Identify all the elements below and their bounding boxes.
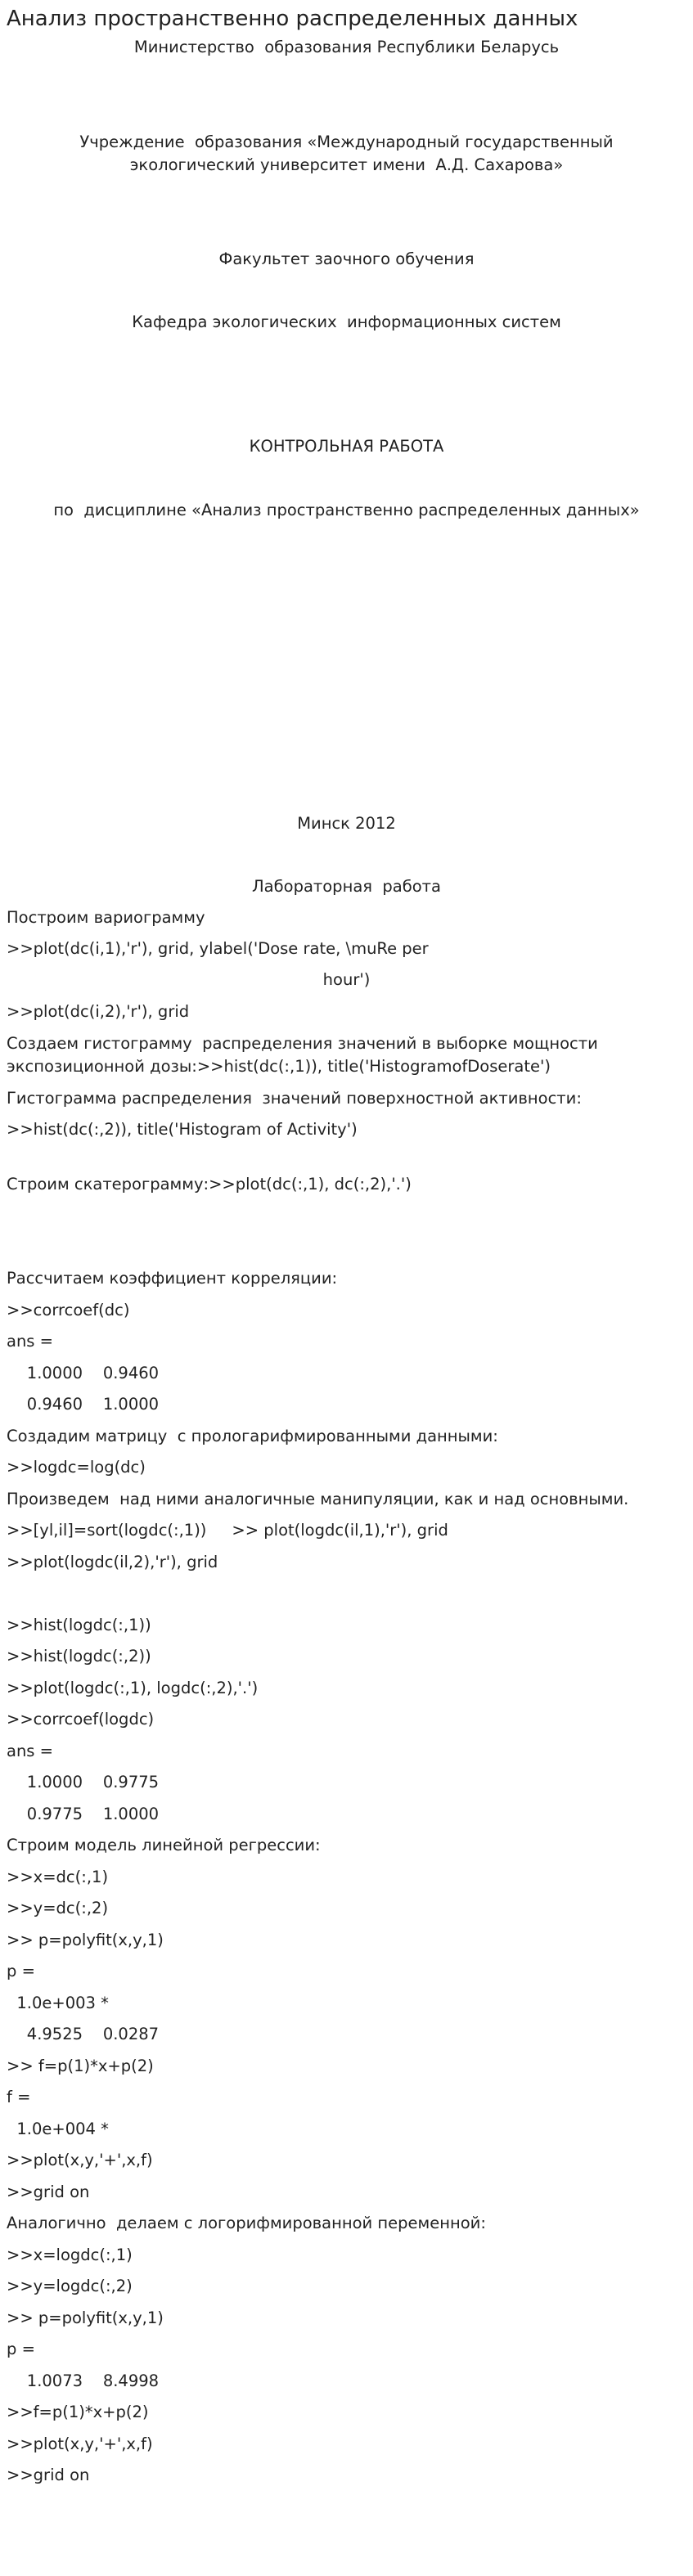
document-line: 1.0073 8.4998 bbox=[7, 2371, 160, 2390]
document-line: >>plot(x,y,'+',x,f) bbox=[7, 2151, 153, 2169]
document-line: p = bbox=[7, 1962, 35, 1980]
document-line: 1.0e+004 * bbox=[7, 2120, 109, 2138]
document-line: >>plot(x,y,'+',x,f) bbox=[7, 2434, 153, 2453]
document-line: КОНТРОЛЬНАЯ РАБОТА bbox=[249, 437, 444, 456]
document-line: 4.9525 0.0287 bbox=[7, 2025, 160, 2043]
document-line: >>y=logdc(:,2) bbox=[7, 2277, 133, 2295]
document-line: Аналогично делаем с логорифмированной переменной: bbox=[7, 2214, 486, 2232]
document-line: >> f=p(1)*x+p(2) bbox=[7, 2057, 154, 2075]
document-line: Рассчитаем коэффициент корреляции: bbox=[7, 1269, 338, 1288]
document-line: Создаем гистограмму распределения значений в выборке мощности bbox=[7, 1034, 598, 1053]
document-line: по дисциплине «Анализ пространственно распределенных данных» bbox=[53, 501, 640, 519]
document-line: >>x=logdc(:,1) bbox=[7, 2246, 133, 2264]
document-line: экологический университет имени А.Д. Сахарова» bbox=[129, 155, 564, 174]
document-line: ans = bbox=[7, 1742, 54, 1760]
document-line: Факультет заочного обучения bbox=[218, 250, 475, 268]
document-line: >>corrcoef(dc) bbox=[7, 1301, 130, 1319]
document-line: >>[yl,il]=sort(logdc(:,1)) >> plot(logdc(il,1),'r'), grid bbox=[7, 1521, 448, 1540]
document-line: >>hist(dc(:,2)), title('Histogram of Activity') bbox=[7, 1120, 358, 1139]
document-line: p = bbox=[7, 2340, 35, 2358]
document-line: >> p=polyfit(x,y,1) bbox=[7, 1931, 164, 1949]
document-line: 1.0e+003 * bbox=[7, 1994, 109, 2012]
document-line: Кафедра экологических информационных систем bbox=[132, 312, 561, 331]
document-line: >>f=p(1)*x+p(2) bbox=[7, 2403, 149, 2421]
document-line: >>logdc=log(dc) bbox=[7, 1458, 146, 1477]
document-line: >>hist(logdc(:,1)) bbox=[7, 1616, 151, 1634]
document-line: Лабораторная работа bbox=[252, 877, 441, 896]
document-line: Гистограмма распределения значений поверхностной активности: bbox=[7, 1089, 582, 1108]
document-line: Создадим матрицу с прологарифмированными данными: bbox=[7, 1427, 498, 1445]
document-line: 1.0000 0.9775 bbox=[7, 1773, 160, 1792]
document-line: 1.0000 0.9460 bbox=[7, 1364, 160, 1382]
document-line: Строим модель линейной регрессии: bbox=[7, 1836, 321, 1854]
document-line: Учреждение образования «Международный государственный bbox=[79, 133, 614, 151]
document-line: >>hist(logdc(:,2)) bbox=[7, 1647, 151, 1666]
document-line: >> p=polyfit(x,y,1) bbox=[7, 2309, 164, 2327]
document-line: Строим скатерограмму:>>plot(dc(:,1), dc(:,2),'.') bbox=[7, 1175, 412, 1194]
document-line: hour') bbox=[322, 970, 371, 989]
document-line: Построим вариограмму bbox=[7, 908, 205, 927]
document-line: >>plot(dc(i,1),'r'), grid, ylabel('Dose rate, \muRe per bbox=[7, 939, 429, 958]
document-line: >>x=dc(:,1) bbox=[7, 1868, 109, 1886]
document-line: экспозиционной дозы:>>hist(dc(:,1)), title('HistogramofDoserate') bbox=[7, 1057, 551, 1076]
document-line: >>grid on bbox=[7, 2466, 90, 2484]
document-line: >>plot(logdc(:,1), logdc(:,2),'.') bbox=[7, 1679, 259, 1697]
document-line: >>plot(dc(i,2),'r'), grid bbox=[7, 1002, 190, 1021]
document-line: >>corrcoef(logdc) bbox=[7, 1710, 155, 1729]
document-line: 0.9460 1.0000 bbox=[7, 1395, 160, 1414]
document-line: >>y=dc(:,2) bbox=[7, 1899, 109, 1917]
document-line: Минск 2012 bbox=[297, 814, 396, 833]
document-line: >>plot(logdc(il,2),'r'), grid bbox=[7, 1553, 218, 1571]
document-line: >>grid on bbox=[7, 2183, 90, 2201]
document-line: ans = bbox=[7, 1332, 54, 1351]
document-line: Министерство образования Республики Беларусь bbox=[133, 38, 560, 56]
document-line: 0.9775 1.0000 bbox=[7, 1805, 160, 1823]
page-title: Анализ пространственно распределенных данных bbox=[7, 7, 578, 31]
document-line: f = bbox=[7, 2088, 31, 2106]
document-line: Произведем над ними аналогичные манипуляции, как и над основными. bbox=[7, 1490, 629, 1508]
